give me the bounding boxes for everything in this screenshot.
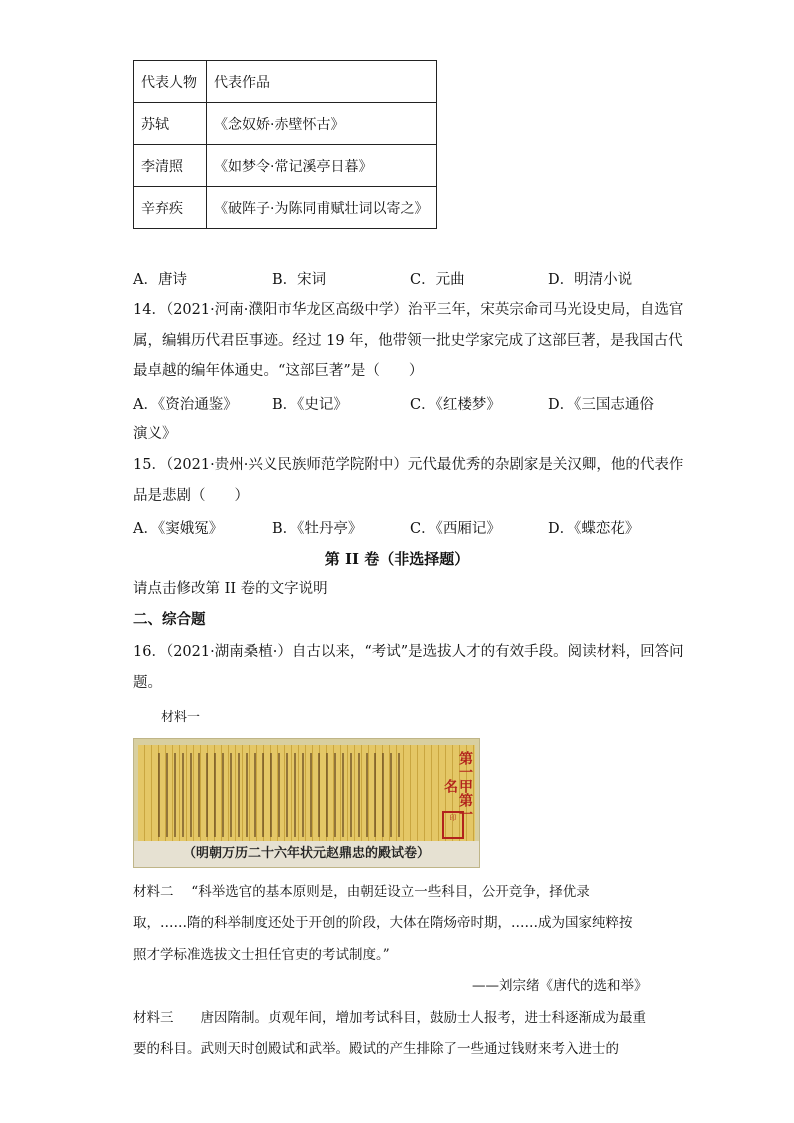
q15-option-d: D．《蝶恋花》 — [548, 521, 640, 537]
q14-option-b: B．《史记》 — [272, 397, 348, 413]
section-title: 第 II 卷（非选择题） — [324, 550, 470, 568]
table-header-cell: 代表人物 — [134, 61, 207, 103]
q13-option-a: A．唐诗 — [133, 272, 187, 288]
material2-line: 材料二 “科举选官的基本原则是，由朝廷设立一些科目，公开竞争，择优录 — [133, 884, 590, 900]
material2-source: ——刘宗绪《唐代的选和举》 — [472, 978, 648, 994]
authors-works-table — [133, 60, 437, 229]
q14-text-line: 属，编辑历代君臣事迹。经过 19 年，他带领一批史学家完成了这部巨著，是我国古代 — [133, 333, 683, 349]
section-heading: 二、综合题 — [133, 611, 206, 628]
q14-text-line: 最卓越的编年体通史。“这部巨著”是（ ） — [133, 363, 424, 379]
material3-line: 材料三 唐因隋制。贞观年间，增加考试科目，鼓励士人报考，进士科逐渐成为最重 — [133, 1010, 646, 1026]
table-cell: 《如梦令·常记溪亭日暮》 — [207, 145, 437, 187]
table-header-cell: 代表作品 — [207, 61, 437, 103]
material1-label: 材料一 — [161, 710, 201, 725]
section-note: 请点击修改第 II 卷的文字说明 — [133, 581, 328, 597]
q15-option-b: B．《牡丹亭》 — [272, 521, 363, 537]
seal-stamp-icon: 印 — [442, 811, 464, 839]
q16-text-line: 题。 — [133, 675, 162, 691]
table-cell: 苏轼 — [134, 103, 207, 145]
table-cell: 《念奴娇·赤壁怀古》 — [207, 103, 437, 145]
q15-text-line: 15．（2021·贵州·兴义民族师范学院附中）元代最优秀的杂剧家是关汉卿，他的代表作 — [133, 457, 684, 473]
q13-option-c: C．元曲 — [410, 272, 465, 288]
table-cell: 李清照 — [134, 145, 207, 187]
table-row — [134, 187, 437, 229]
table-cell: 《破阵子·为陈同甫赋壮词以寄之》 — [207, 187, 437, 229]
table-row — [134, 103, 437, 145]
q14-option-a: A．《资治通鉴》 — [133, 397, 238, 413]
exam-paper-text-columns — [152, 753, 404, 837]
q15-text-line: 品是悲剧（ ） — [133, 488, 249, 504]
material2-line: 照才学标准选拔文士担任官吏的考试制度。” — [133, 947, 390, 963]
q15-option-c: C．《西厢记》 — [410, 521, 501, 537]
q13-option-d: D．明清小说 — [548, 272, 633, 288]
q15-option-a: A．《窦娥冤》 — [133, 521, 224, 537]
table-cell: 辛弃疾 — [134, 187, 207, 229]
table-row — [134, 145, 437, 187]
exam-paper-red-title: 第一甲第一名 — [442, 751, 473, 821]
exam-paper-caption: （明朝万历二十六年状元赵鼎忠的殿试卷） — [134, 841, 479, 867]
material2-line: 取，……隋的科举制度还处于开创的阶段，大体在隋炀帝时期，……成为国家纯粹按 — [133, 915, 633, 931]
q14-text-line: 14．（2021·河南·濮阳市华龙区高级中学）治平三年，宋英宗命司马光设史局，自选官 — [133, 302, 684, 318]
q14-option-c: C．《红楼梦》 — [410, 397, 501, 413]
exam-paper-photo — [133, 738, 480, 868]
q14-option-d-continued: 演义》 — [133, 426, 177, 442]
material3-line: 要的科目。武则天时创殿试和武举。殿试的产生排除了一些通过钱财来考入进士的 — [133, 1041, 619, 1057]
q14-option-d: D．《三国志通俗 — [548, 397, 654, 413]
q16-text-line: 16．（2021·湖南桑植·）自古以来，“考试”是选拔人才的有效手段。阅读材料，回答问 — [133, 644, 684, 660]
table-header-row — [134, 61, 437, 103]
q13-option-b: B．宋词 — [272, 272, 327, 288]
